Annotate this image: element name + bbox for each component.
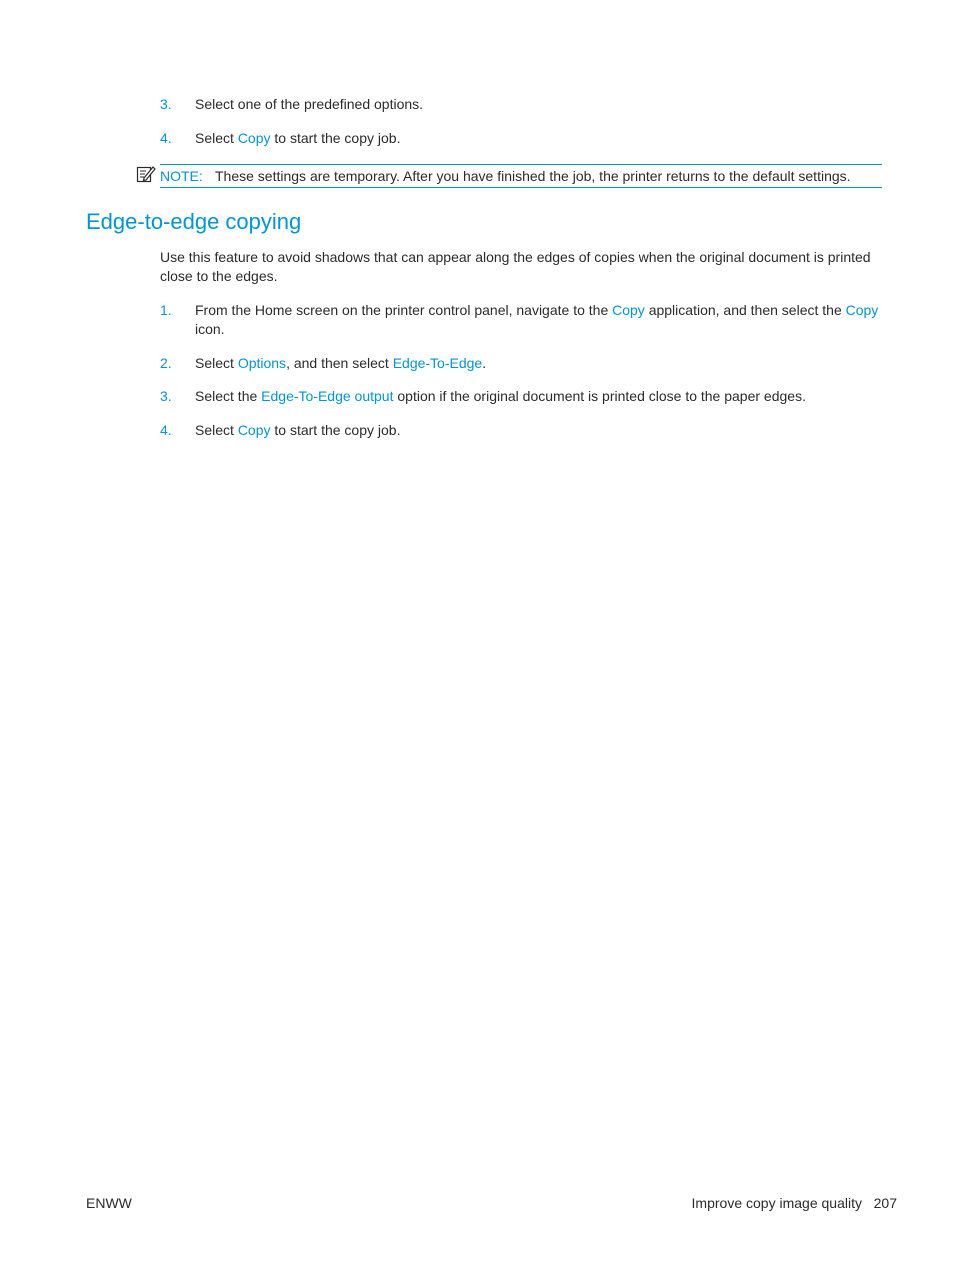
step-3-top	[160, 95, 882, 114]
step-number: 3.	[160, 388, 172, 404]
section-intro: Use this feature to avoid shadows that can appear along the edges of copies when the original document is printed close to the edges.	[160, 249, 871, 284]
step-3	[160, 387, 882, 406]
step-1	[160, 301, 882, 339]
step-number: 2.	[160, 355, 172, 371]
note-label: NOTE:	[160, 168, 203, 184]
note-text: These settings are temporary. After you have finished the job, the printer returns to the default settings.	[215, 168, 851, 184]
step-4-top	[160, 129, 882, 148]
step-number: 3.	[160, 96, 172, 112]
copy-link[interactable]: Copy	[237, 422, 271, 438]
note-pencil-icon	[136, 164, 156, 184]
copy-link[interactable]: Copy	[612, 302, 645, 318]
step-text: Select Options, and then select Edge-To-Edge.	[195, 355, 487, 371]
step-text: Select one of the predefined options.	[195, 96, 424, 112]
step-text: Select Copy to start the copy job.	[195, 422, 401, 438]
footer-section: Improve copy image quality	[691, 1195, 862, 1211]
step-number: 4.	[160, 130, 172, 146]
note-divider-bottom	[160, 187, 882, 188]
footer-left: ENWW	[86, 1195, 132, 1211]
step-number: 1.	[160, 302, 172, 318]
step-text: Select the Edge-To-Edge output option if the original document is printed close to the paper edges.	[195, 388, 806, 404]
note-box	[136, 164, 882, 188]
note-divider-top	[160, 164, 882, 165]
step-number: 4.	[160, 422, 172, 438]
edge-to-edge-output-link[interactable]: Edge-To-Edge output	[261, 388, 394, 404]
step-text: From the Home screen on the printer control panel, navigate to the Copy application, and then select the Copy icon.	[195, 302, 879, 337]
step-text: Select Copy to start the copy job.	[195, 130, 401, 146]
copy-icon-link[interactable]: Copy	[845, 302, 879, 318]
footer-right	[692, 1194, 897, 1212]
page-number: 207	[873, 1195, 897, 1211]
edge-to-edge-link[interactable]: Edge-To-Edge	[392, 355, 483, 371]
options-link[interactable]: Options	[237, 355, 287, 371]
section-title: Edge-to-edge copying	[86, 209, 302, 234]
step-2	[160, 354, 882, 373]
step-4	[160, 421, 882, 440]
copy-link[interactable]: Copy	[237, 130, 271, 146]
